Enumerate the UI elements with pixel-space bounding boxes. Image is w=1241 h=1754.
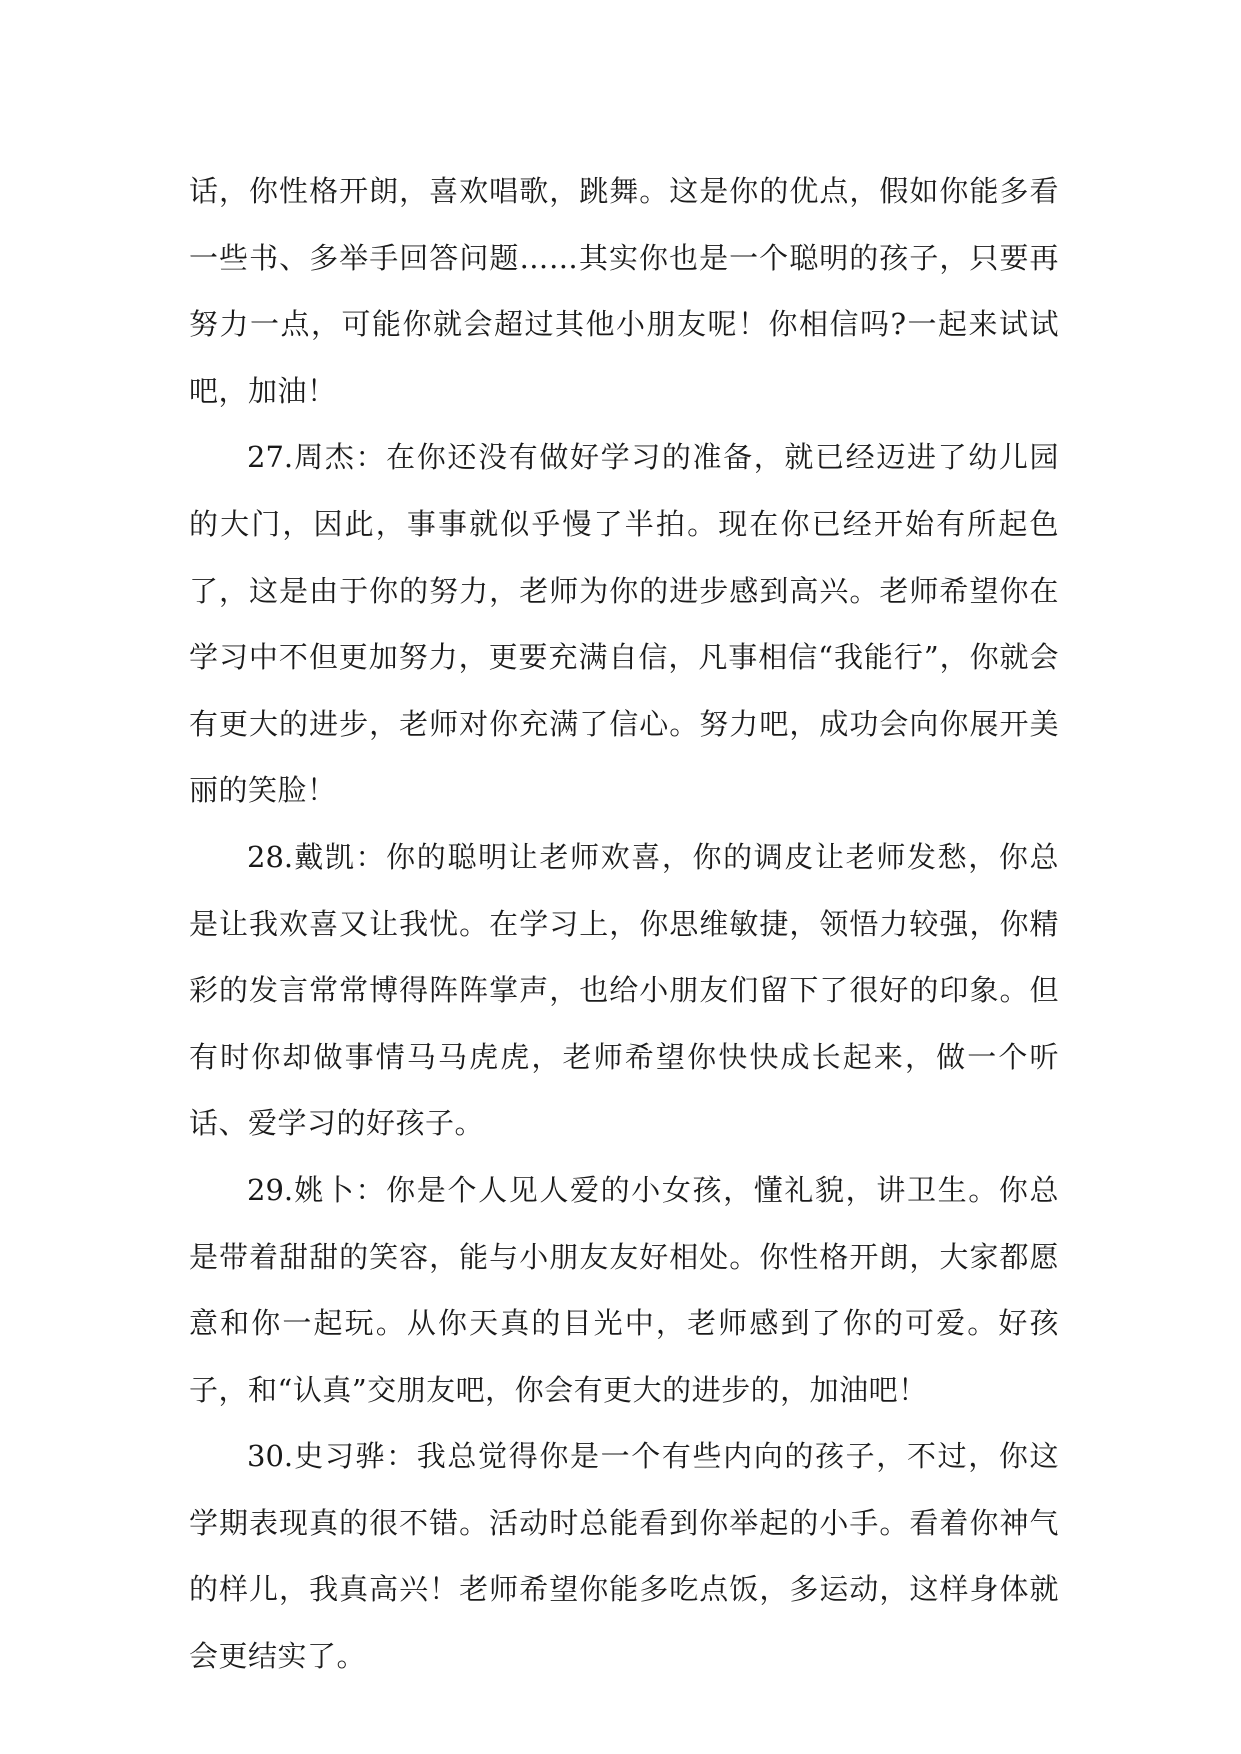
paragraph-text: 我总觉得你是一个有些内向的孩子，不过，你这学期表现真的很不错。活动时总能看到你举起的小手。看着你神气的样儿，我真高兴！老师希望你能多吃点饭，多运动，这样身体就会更结实了。 bbox=[189, 1439, 1059, 1674]
paragraph-text: 在你还没有做好学习的准备，就已经迈进了幼儿园的大门，因此，事事就似乎慢了半拍。现在你已经开始有所起色了，这是由于你的努力，老师为你的进步感到高兴。老师希望你在学习中不但更加努力，更要充满自信，凡事相信“我能行”，你就会有更大的进步，老师对你充满了信心。努力吧，成功会向你展开美丽的笑脸！ bbox=[189, 440, 1059, 808]
paragraph-text: 你的聪明让老师欢喜，你的调皮让老师发愁，你总是让我欢喜又让我忧。在学习上，你思维敏捷，领悟力较强，你精彩的发言常常博得阵阵掌声，也给小朋友们留下了很好的印象。但有时你却做事情马马虎虎，老师希望你快快成长起来，做一个听话、爱学习的好孩子。 bbox=[189, 839, 1059, 1141]
student-name: 姚卜： bbox=[293, 1172, 387, 1207]
paragraph-27 bbox=[189, 424, 1059, 824]
paragraph-text: 你是个人见人爱的小女孩，懂礼貌，讲卫生。你总是带着甜甜的笑容，能与小朋友友好相处。你性格开朗，大家都愿意和你一起玩。从你天真的目光中，老师感到了你的可爱。好孩子，和“认真”交朋友吧，你会有更大的进步的，加油吧！ bbox=[189, 1172, 1059, 1407]
paragraph-continued bbox=[189, 158, 1059, 424]
student-name: 史习骅： bbox=[293, 1439, 417, 1474]
student-name: 周杰： bbox=[293, 440, 387, 475]
paragraph-29 bbox=[189, 1157, 1059, 1423]
paragraph-number: 30. bbox=[247, 1439, 294, 1474]
paragraph-number: 29. bbox=[247, 1172, 294, 1207]
document-body bbox=[189, 158, 1059, 1690]
paragraph-number: 27. bbox=[247, 440, 294, 475]
paragraph-30 bbox=[189, 1423, 1059, 1689]
paragraph-text: 话，你性格开朗，喜欢唱歌，跳舞。这是你的优点，假如你能多看一些书、多举手回答问题……其实你也是一个聪明的孩子，只要再努力一点，可能你就会超过其他小朋友呢！你相信吗?一起来试试吧，加油！ bbox=[189, 174, 1059, 408]
paragraph-number: 28. bbox=[247, 839, 294, 874]
paragraph-28 bbox=[189, 824, 1059, 1157]
student-name: 戴凯： bbox=[293, 839, 387, 874]
